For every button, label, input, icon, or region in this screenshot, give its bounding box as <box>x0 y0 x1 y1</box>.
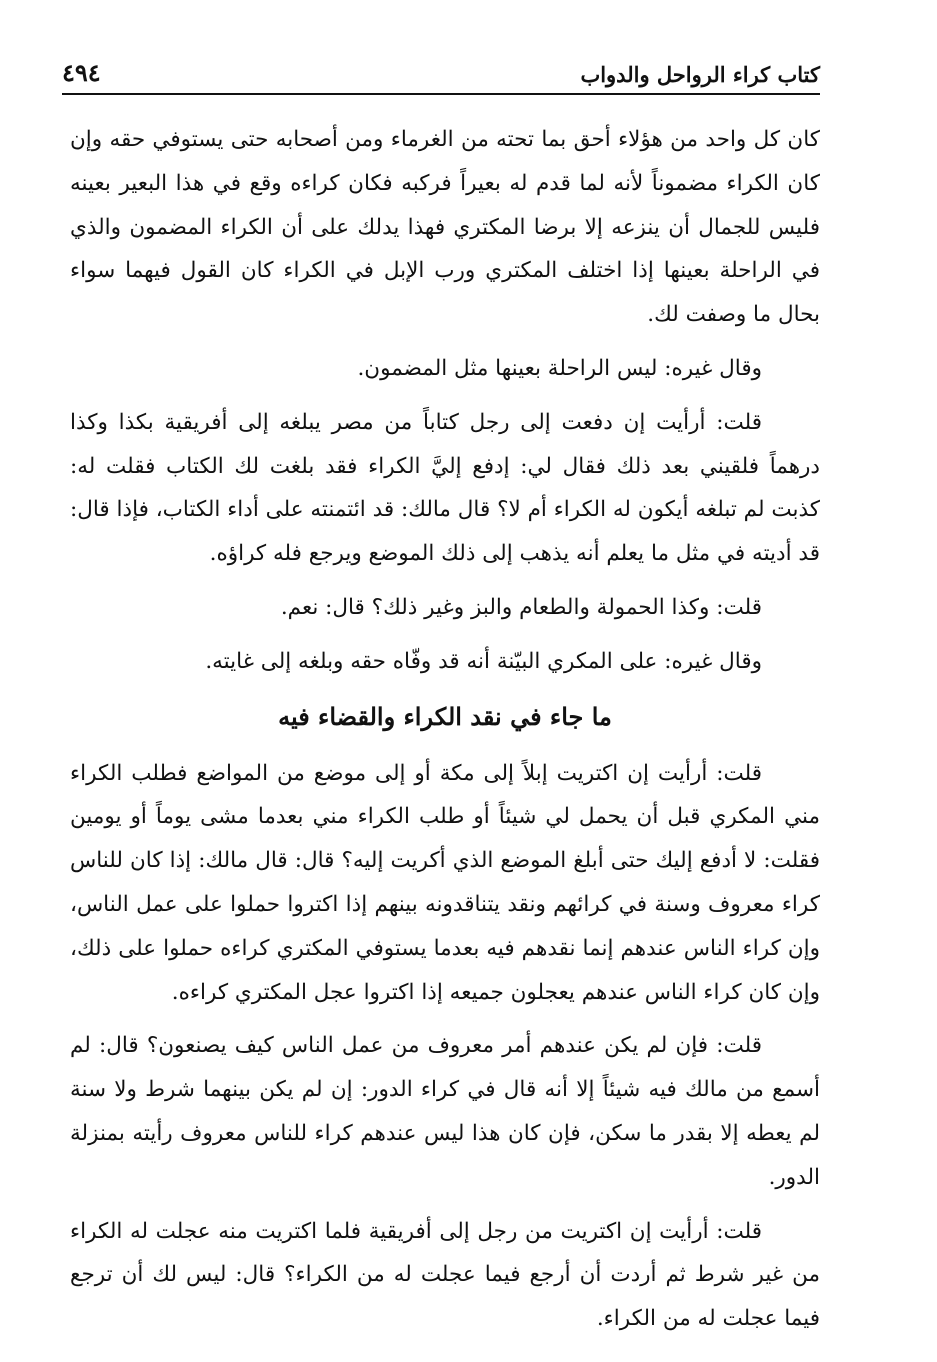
section-paragraph-1: قلت: أرأيت إن اكتريت إبلاً إلى مكة أو إلى موضع من المواضع فطلب الكراء مني المكري قبل أن يحمل لي شيئاً أو طلب الكراء مني بعدما مشى يوماً أو يومين فقلت: لا أدفع إليك حتى أبلغ الموضع الذي أكريت إليه؟ قال: قال مالك: إذا كان للناس كراء معروف وسنة في كرائهم ونقد يتناقدونه بينهم إذا اكتروا حملوا على عمل الناس، وإن كراء الناس عندهم إنما نقدهم فيه بعدما يستوفي المكتري كراءه حملوا على ذلك، وإن كان كراء الناس عندهم يعجلون جميعه إذا اكتروا عجل المكتري كراءه. <box>70 760 820 1005</box>
paragraph-2: وقال غيره: ليس الراحلة بعينها مثل المضمون. <box>357 355 762 381</box>
running-title: كتاب كراء الرواحل والدواب <box>580 62 820 87</box>
paragraph-5: وقال غيره: على المكري البيّنة أنه قد وفّاه حقه وبلغه إلى غايته. <box>205 648 762 674</box>
page-number: ٤٩٤ <box>62 58 101 87</box>
section-paragraph-2: قلت: فإن لم يكن عندهم أمر معروف من عمل الناس كيف يصنعون؟ قال: لم أسمع من مالك فيه شيئاً إلا أنه قال في كراء الدور: إن لم يكن بينهما شرط ولا سنة لم يعطه إلا بقدر ما سكن، فإن كان هذا ليس عندهم كراء للناس معروف رأيته بمنزلة الدور. <box>70 1033 820 1190</box>
body-text <box>70 118 820 1351</box>
page-header <box>62 55 820 95</box>
paragraph-4: قلت: وكذا الحمولة والطعام والبز وغير ذلك؟ قال: نعم. <box>280 594 762 620</box>
section-paragraph-3: قلت: أرأيت إن اكتريت من رجل إلى أفريقية فلما اكتريت منه عجلت له الكراء من غير شرط ثم أردت أن أرجع فيما عجلت له من الكراء؟ قال: ليس لك أن ترجع فيما عجلت له من الكراء. <box>70 1218 820 1332</box>
section-heading: ما جاء في نقد الكراء والقضاء فيه <box>278 701 612 731</box>
paragraph-1: كان كل واحد من هؤلاء أحق بما تحته من الغرماء ومن أصحابه حتى يستوفي حقه وإن كان الكراء مضموناً لأنه لما قدم له بعيراً فركبه فكان كراءه وقع في هذا البعير بعينه فليس للجمال أن ينزعه إلا برضا المكتري فهذا يدلك على أن الكراء المضمون والذي في الراحلة بعينها إذا اختلف المكتري ورب الإبل في الكراء كان القول فيهما سواء بحال ما وصفت لك. <box>70 127 820 328</box>
paragraph-3: قلت: أرأيت إن دفعت إلى رجل كتاباً من مصر يبلغه إلى أفريقية بكذا وكذا درهماً فلقيني بعد ذلك فقال لي: إدفع إليَّ الكراء فقد بلغت لك الكتاب فقلت له: كذبت لم تبلغه أيكون له الكراء أم لا؟ قال مالك: قد ائتمنته على أداء الكتاب، فإذا قال: قد أديته في مثل ما يعلم أنه يذهب إلى ذلك الموضع ويرجع فله كراؤه. <box>70 409 820 567</box>
